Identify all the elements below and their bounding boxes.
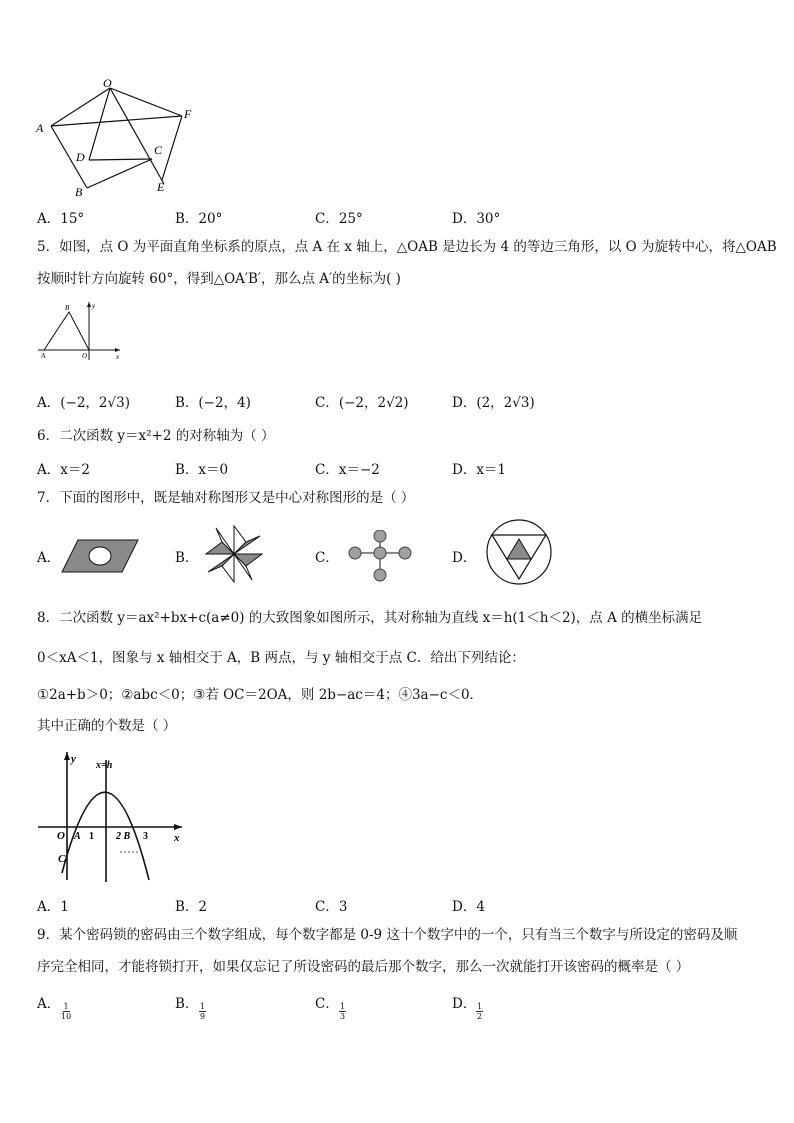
q9-option-c-denominator: 3 [340,1012,346,1021]
q6-stem: 6．二次函数 y＝x²+2 的对称轴为（ ） [37,428,275,444]
q5-label-a: A [41,352,46,360]
q4-option-b[interactable]: B．20° [175,211,223,227]
q7-option-a[interactable]: A． [37,550,61,566]
q5-figure [34,298,126,366]
q8-label-2b: 2 B [116,831,131,842]
q7-stem: 7．下面的图形中，既是轴对称图形又是中心对称图形的是（ ） [37,490,415,506]
q8-label-a: A [74,831,81,842]
q9-option-c-letter: C． [315,996,339,1012]
q9-option-d-fraction [476,1002,483,1021]
q9-option-d-denominator: 2 [477,1012,483,1021]
q5-stem-line1: 5．如图，点 O 为平面直角坐标系的原点，点 A 在 x 轴上，△OAB 是边长为 4 的等边三角形，以 O 为旋转中心，将△OAB [37,239,777,255]
q9-option-a[interactable] [37,992,72,1021]
q6-option-a[interactable]: A．x＝2 [37,462,90,478]
q9-option-a-denominator: 10 [61,1012,72,1021]
q7-option-b[interactable]: B． [175,550,199,566]
q9-option-d-numerator: 1 [477,1002,483,1011]
q8-label-c: C [58,853,66,865]
q4-option-c[interactable]: C．25° [315,211,363,227]
q4-option-a[interactable]: A．15° [37,211,85,227]
q8-label-xh: x=h [96,760,113,771]
q9-option-b-numerator: 1 [200,1002,206,1011]
q8-label-x: x [174,832,180,844]
q8-stem-line1: 8．二次函数 y＝ax²+bx+c(a≠0) 的大致图象如图所示，其对称轴为直线 x＝h(1＜h＜2)，点 A 的横坐标满足 [37,610,703,626]
q4-option-d[interactable]: D．30° [452,211,501,227]
q4-label-a: A [36,121,44,135]
q9-option-b-denominator: 9 [200,1012,206,1021]
q7-figure-b-pinwheel-icon [202,522,266,586]
q7-option-d[interactable]: D． [452,550,477,566]
q9-option-d[interactable] [452,992,483,1021]
q9-option-d-letter: D． [452,996,477,1012]
q8-option-b[interactable]: B．2 [175,899,208,915]
q9-option-a-numerator: 1 [63,1002,69,1011]
q4-label-b: B [75,185,83,198]
q5-label-o: O [82,352,88,360]
q6-option-c[interactable]: C．x＝−2 [315,462,380,478]
q7-figure-d-circle-triangle-icon [484,517,554,587]
q4-label-o: O [103,76,112,90]
q4-label-c: C [154,143,163,157]
q8-label-3: 3 [143,831,148,842]
q6-option-b[interactable]: B．x＝0 [175,462,229,478]
q9-option-c-numerator: 1 [340,1002,346,1011]
q9-stem-line2: 序完全相同，才能将锁打开，如果仅忘记了所设密码的最后那个数字，那么一次就能打开该密码的概率是（ ） [37,959,690,975]
q9-option-b-fraction [199,1002,206,1021]
q5-option-d[interactable]: D．(2，2√3) [452,395,535,411]
q8-label-o: O [57,830,65,842]
q4-label-e: E [157,180,165,194]
q8-stem-line4: 其中正确的个数是（ ） [37,718,177,734]
q7-option-c[interactable]: C． [315,550,339,566]
q9-option-c[interactable] [315,992,346,1021]
q8-option-a[interactable]: A．1 [37,899,69,915]
q7-figure-c-cross-circles-icon [345,530,415,584]
q6-option-d[interactable]: D．x＝1 [452,462,507,478]
q9-option-a-fraction [61,1002,71,1021]
q8-stem-line3: ①2a+b＞0；②abc＜0；③若 OC＝2OA，则 2b−ac＝4；④3a−c＜0． [37,687,484,703]
q5-label-b: B [65,304,70,312]
q8-figure-parabola [36,748,188,884]
q5-option-a[interactable]: A．(−2，2√3) [37,395,130,411]
q4-figure [34,76,204,198]
q8-label-y: y [71,753,76,765]
q5-label-x: x [116,353,120,361]
q8-label-1: 1 [89,831,94,842]
q9-option-b[interactable] [175,992,206,1021]
q5-label-y: y [92,302,96,310]
q5-stem-line2: 按顺时针方向旋转 60°，得到△OA′B′，那么点 A′的坐标为( ) [37,271,401,287]
q9-stem-line1: 9．某个密码锁的密码由三个数字组成，每个数字都是 0-9 这十个数字中的一个，只有当三个数字与所设定的密码及顺 [37,927,738,943]
q5-option-c[interactable]: C．(−2，2√2) [315,395,409,411]
q9-option-a-letter: A． [37,996,61,1012]
q4-label-f: F [184,107,192,121]
q7-figure-a-parallelogram-icon [60,536,140,576]
q8-option-c[interactable]: C．3 [315,899,348,915]
q9-option-c-fraction [339,1002,346,1021]
q8-option-d[interactable]: D．4 [452,899,485,915]
q8-stem-line2: 0＜xA＜1，图象与 x 轴相交于 A，B 两点，与 y 轴相交于点 C．给出下列结论： [37,650,525,666]
q9-option-b-letter: B． [175,996,199,1012]
q5-option-b[interactable]: B．(−2，4) [175,395,251,411]
q4-label-d: D [76,150,85,164]
